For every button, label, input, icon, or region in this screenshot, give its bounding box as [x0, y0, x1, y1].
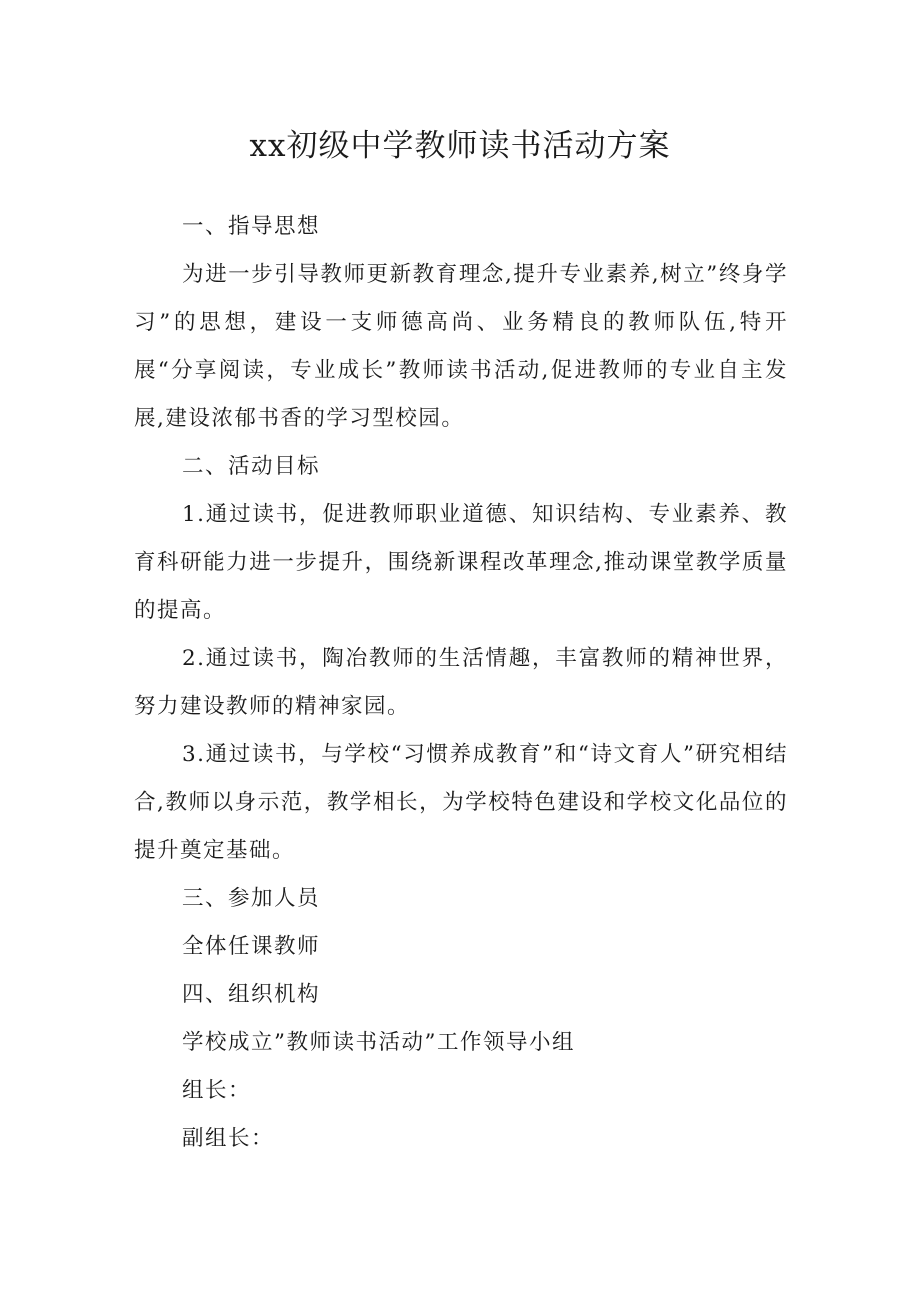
section-heading-participants: 三、参加人员 — [182, 886, 321, 911]
deputy-group-leader-line: 副组长： — [182, 1126, 275, 1151]
document-title: xx初级中学教师读书活动方案 — [249, 128, 671, 164]
paragraph-guiding-ideology: 为进一步引导教师更新教育理念,提升专业素养,树立”终身学习”的思想，建设一支师德高尚、业务精良的教师队伍,特开展“分享阅读，专业成长”教师读书活动,促进教师的专业自主发展,建设浓郁书香的学习型校园。 — [134, 262, 788, 431]
section-heading-activity-goals: 二、活动目标 — [182, 454, 321, 479]
goal-item-3: 3.通过读书，与学校“习惯养成教育”和“诗文育人”研究相结合,教师以身示范，教学相长，为学校特色建设和学校文化品位的提升奠定基础。 — [134, 742, 788, 863]
goal-item-1: 1.通过读书，促进教师职业道德、知识结构、专业素养、教育科研能力进一步提升，围绕新课程改革理念,推动课堂教学质量的提高。 — [134, 502, 788, 623]
document-body — [134, 203, 788, 1163]
section-heading-organization: 四、组织机构 — [182, 982, 321, 1007]
goal-item-2: 2.通过读书，陶冶教师的生活情趣，丰富教师的精神世界，努力建设教师的精神家园。 — [134, 646, 788, 719]
paragraph-participants: 全体任课教师 — [182, 934, 321, 959]
group-leader-line: 组长： — [182, 1078, 252, 1103]
paragraph-organization: 学校成立”教师读书活动”工作领导小组 — [182, 1030, 575, 1055]
section-heading-guiding-ideology: 一、指导思想 — [182, 214, 321, 239]
